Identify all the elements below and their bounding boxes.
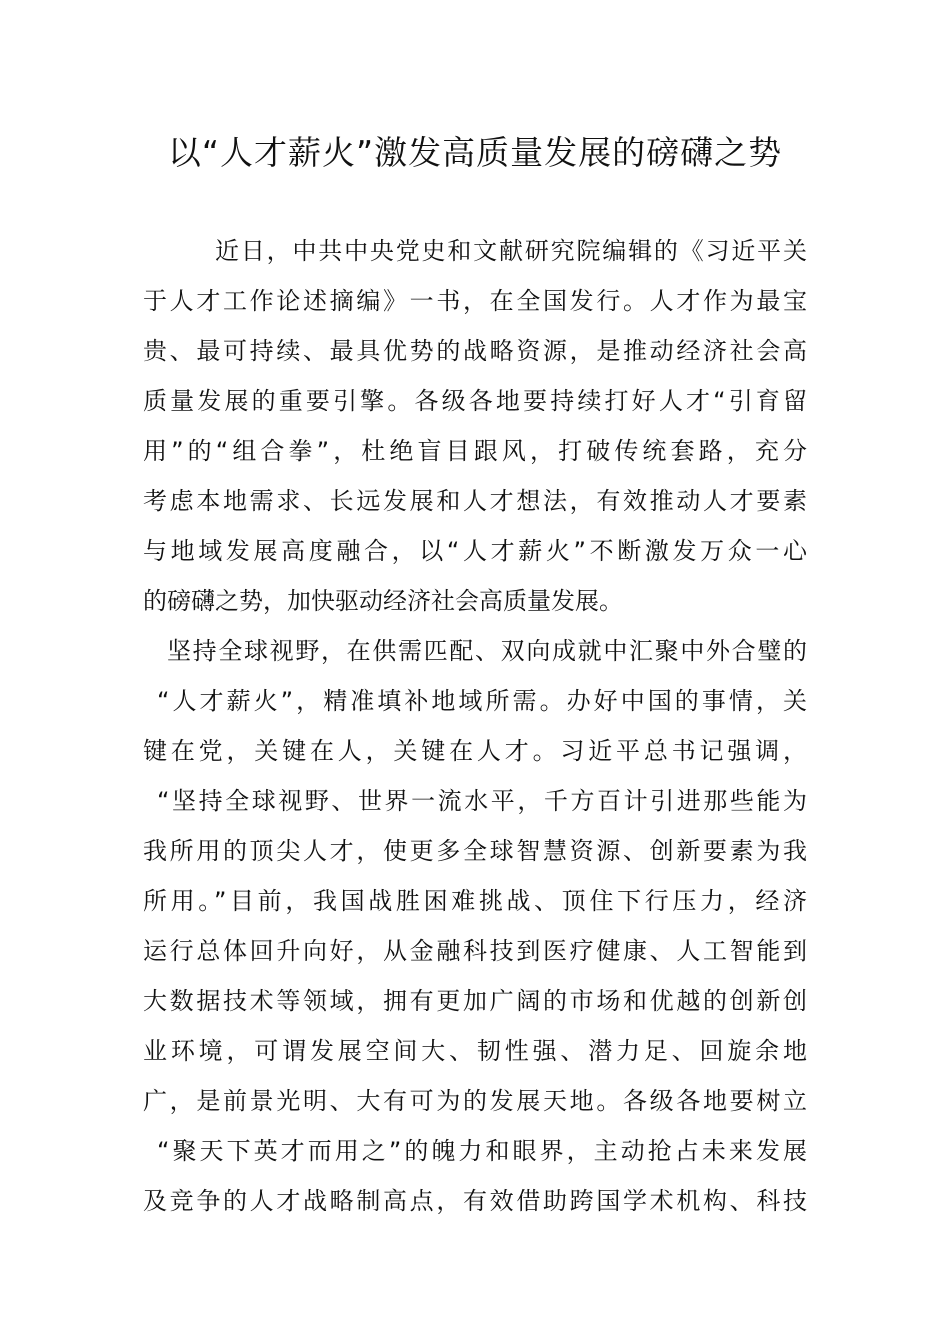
paragraph-1 (143, 226, 807, 626)
paragraph-line: 我所用的顶尖人才，使更多全球智慧资源、创新要素为我 (143, 837, 807, 865)
document-title: 以“人才薪火”激发高质量发展的磅礴之势 (167, 133, 783, 172)
paragraph-line: 近日，中共中央党史和文献研究院编辑的《习近平关 (215, 237, 807, 265)
paragraph-2 (143, 626, 807, 1226)
paragraph-line: 质量发展的重要引擎。各级各地要持续打好人才“引育留 (143, 387, 807, 415)
paragraph-line: 及竞争的人才战略制高点，有效借助跨国学术机构、科技 (143, 1187, 807, 1215)
paragraph-line: 贵、最可持续、最具优势的战略资源，是推动经济社会高 (143, 337, 807, 365)
paragraph-line: 所用。”目前，我国战胜困难挑战、顶住下行压力，经济 (143, 887, 807, 915)
paragraph-line: 键在党，关键在人，关键在人才。习近平总书记强调， (143, 737, 807, 765)
paragraph-line: “聚天下英才而用之”的魄力和眼界，主动抢占未来发展 (157, 1137, 807, 1165)
paragraph-line: 用”的“组合拳”，杜绝盲目跟风，打破传统套路，充分 (143, 437, 807, 465)
paragraph-line: 考虑本地需求、长远发展和人才想法，有效推动人才要素 (143, 487, 807, 515)
document-body (143, 226, 807, 1226)
paragraph-line: 的磅礴之势，加快驱动经济社会高质量发展。 (143, 587, 623, 615)
paragraph-line: 于人才工作论述摘编》一书，在全国发行。人才作为最宝 (143, 287, 807, 315)
paragraph-line: 运行总体回升向好，从金融科技到医疗健康、人工智能到 (143, 937, 807, 965)
paragraph-line: 业环境，可谓发展空间大、韧性强、潜力足、回旋余地 (143, 1037, 807, 1065)
paragraph-line: “坚持全球视野、世界一流水平，千方百计引进那些能为 (157, 787, 807, 815)
paragraph-line: 与地域发展高度融合，以“人才薪火”不断激发万众一心 (143, 537, 807, 565)
paragraph-line: 坚持全球视野，在供需匹配、双向成就中汇聚中外合璧的 (167, 637, 807, 665)
paragraph-line: 大数据技术等领域，拥有更加广阔的市场和优越的创新创 (143, 987, 807, 1015)
paragraph-line: “人才薪火”，精准填补地域所需。办好中国的事情，关 (157, 687, 807, 715)
paragraph-line: 广，是前景光明、大有可为的发展天地。各级各地要树立 (143, 1087, 807, 1115)
